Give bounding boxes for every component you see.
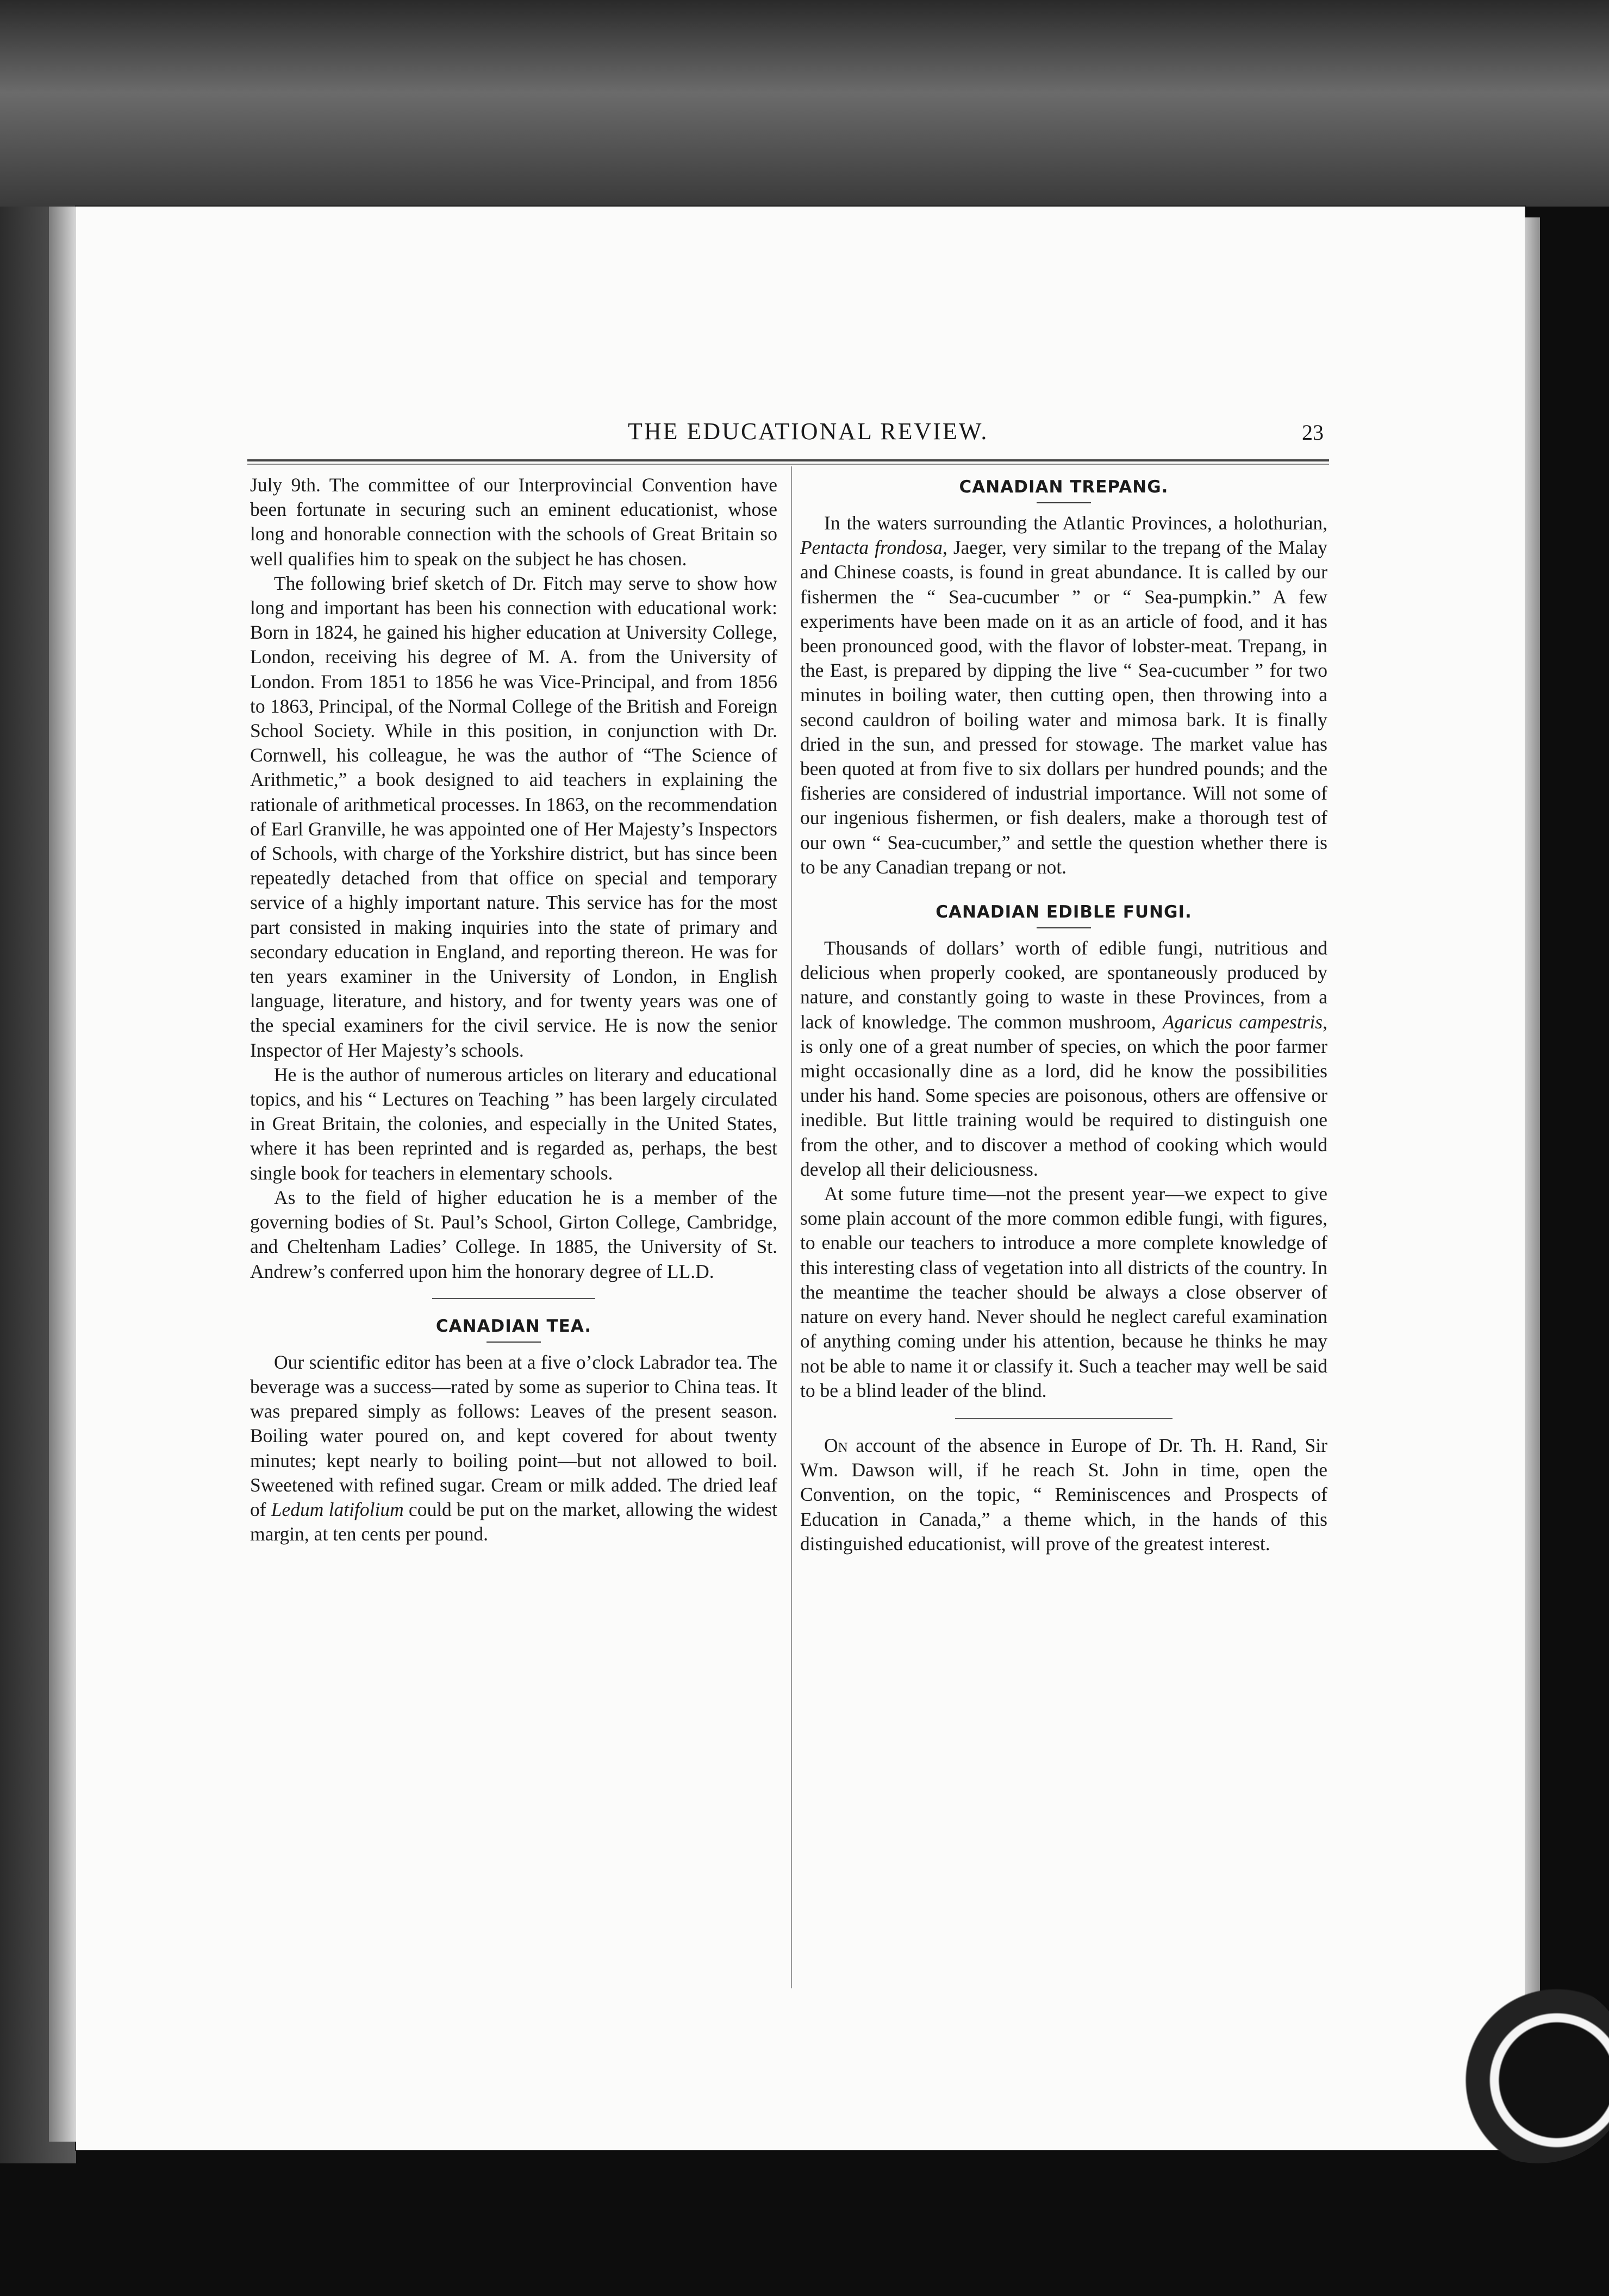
page-edge: [1525, 217, 1540, 2131]
left-column: [250, 473, 777, 1546]
header-rule: [247, 459, 1329, 461]
heading-canadian-trepang: CANADIAN TREPANG.: [959, 477, 1169, 497]
paragraph-canadian-tea: Our scientific editor has been at a five o’clock Labrador tea. The beverage was a success—rated by some as superior to China teas. It was prepared simply as follows: Leaves of the present season. Boiling water poured on, and kept covered for about twenty minutes; kept nearly to boiling point—but not allowed to boil. Sweetened with refined sugar. Cream or milk added. The dried leaf of Ledum latifolium could be put on the market, allowing the widest margin, at ten cents per pound.: [250, 1351, 777, 1545]
heading-canadian-tea: CANADIAN TEA.: [435, 1316, 592, 1336]
header-rule-thin: [247, 464, 1329, 465]
heading-rule: [487, 1342, 541, 1343]
heading-canadian-edible-fungi: CANADIAN EDIBLE FUNGI.: [936, 902, 1192, 922]
running-header: [247, 417, 1324, 450]
paragraph-fitch-sketch: The following brief sketch of Dr. Fitch may serve to show how long and important has been his connection with educational work: Born in 1824, he gained his higher education at University College, London, receiving his degree of M. A. from the University of London. From 1851 to 1856 he was Vice-Principal, and from 1856 to 1863, Principal, of the Normal College of the British and Foreign School Society. While in this position, in conjunction with Dr. Cornwell, his colleague, he was the author of “The Science of Arithmetic,” a book designed to aid teachers in explaining the rationale of arithmetical processes. In 1863, on the recommendation of Earl Granville, he was appointed one of Her Majesty’s Inspectors of Schools, with charge of the Yorkshire district, but has since been repeatedly detached from that office on special and temporary service of a highly important nature. This service has for the most part consisted in making inquiries into the state of primary and secondary education in England, and reporting thereon. He was for ten years examiner in the University of London, in English language, literature, and history, and for twenty years was one of the special examiners for the civil service. He is now the senior Inspector of Her Majesty’s schools.: [250, 572, 777, 1061]
species-name: Ledum latifolium: [271, 1498, 404, 1520]
paragraph-fungi-future: At some future time—not the present year—we expect to give some plain account of the more common edible fungi, with figures, to enable our teachers to introduce a more complete knowledge of this interesting class of vegetation into all districts of the country. In the meantime the teacher should be always a close observer of nature on every hand. Never should he neglect careful examination of anything coming under his attention, because he thinks he may not be able to name it or classify it. Such a teacher may well be said to be a blind leader of the blind.: [800, 1183, 1327, 1401]
paragraph-fungi-intro: Thousands of dollars’ worth of edible fungi, nutritious and delicious when properly cooked, are spontaneously produced by nature, and constantly going to waste in these Provinces, from a lack of knowledge. The common mushroom, Agaricus campestris, is only one of a great number of species, on which the poor farmer might occasionally dine as a lord, did he know the possibilities under his hand. Some species are poisonous, others are offensive or inedible. But little training would be required to distinguish one from the other, and to discover a method of cooking which would develop all their deliciousness.: [800, 937, 1327, 1180]
paragraph-convention-note: On account of the absence in Europe of Dr. Th. H. Rand, Sir Wm. Dawson will, if he reach St. John in time, open the Convention, on the topic, “ Reminiscences and Prospects of Education in Canada,” a theme which, in the hands of this distinguished educationist, will prove of the greatest interest.: [800, 1434, 1327, 1555]
section-rule: [955, 1418, 1173, 1419]
right-column: [800, 473, 1327, 1556]
paragraph-canadian-trepang: In the waters surrounding the Atlantic Provinces, a holothurian, Pentacta frondosa, Jaeger, very similar to the trepang of the Malay and Chinese coasts, is found in great abundance. It is called by our fishermen the “ Sea-cucumber ” or “ Sea-pumpkin.” A few experiments have been made on it as an article of food, and it has been pronounced good, with the flavor of lobster-meat. Trepang, in the East, is prepared by dipping the live “ Sea-cucumber ” for two minutes in boiling water, then cutting open, then throwing into a second cauldron of boiling water and mimosa bark. It is finally dried in the sun, and pressed for stowage. The market value has been quoted at from five to six dollars per hundred pounds; and the fisheries are considered of industrial importance. Will not some of our ingenious fishermen, or fish dealers, make a thorough test of our own “ Sea-cucumber,” and settle the question whether there is to be any Canadian trepang or not.: [800, 512, 1327, 878]
scan-background-top: [0, 0, 1609, 207]
paragraph-fitch-higher-ed: As to the field of higher education he is a member of the governing bodies of St. Paul’s School, Girton College, Cambridge, and Cheltenham Ladies’ College. In 1885, the University of St. Andrew’s conferred upon him the honorary degree of LL.D.: [250, 1186, 777, 1282]
section-rule: [432, 1298, 595, 1299]
paragraph-fitch-intro: July 9th. The committee of our Interprovincial Convention have been fortunate in securing such an eminent educationist, whose long and honorable connection with the schools of Great Britain so well qualifies him to speak on the subject he has chosen.: [250, 474, 777, 570]
species-name: Agaricus campestris: [1162, 1010, 1323, 1033]
species-name: Pentacta frondosa: [800, 536, 943, 559]
page-number: 23: [1302, 420, 1324, 445]
paragraph-fitch-author: He is the author of numerous articles on literary and educational topics, and his “ Lectures on Teaching ” has been largely circulated in Great Britain, the colonies, and especially in the United States, where it has been reprinted and is regarded as, perhaps, the best single book for teachers in elementary schools.: [250, 1063, 777, 1184]
column-separator: [791, 466, 792, 1988]
book-spine: [49, 207, 76, 2142]
heading-rule: [1037, 927, 1091, 928]
heading-rule: [1037, 502, 1091, 503]
journal-title: THE EDUCATIONAL REVIEW.: [628, 418, 989, 445]
